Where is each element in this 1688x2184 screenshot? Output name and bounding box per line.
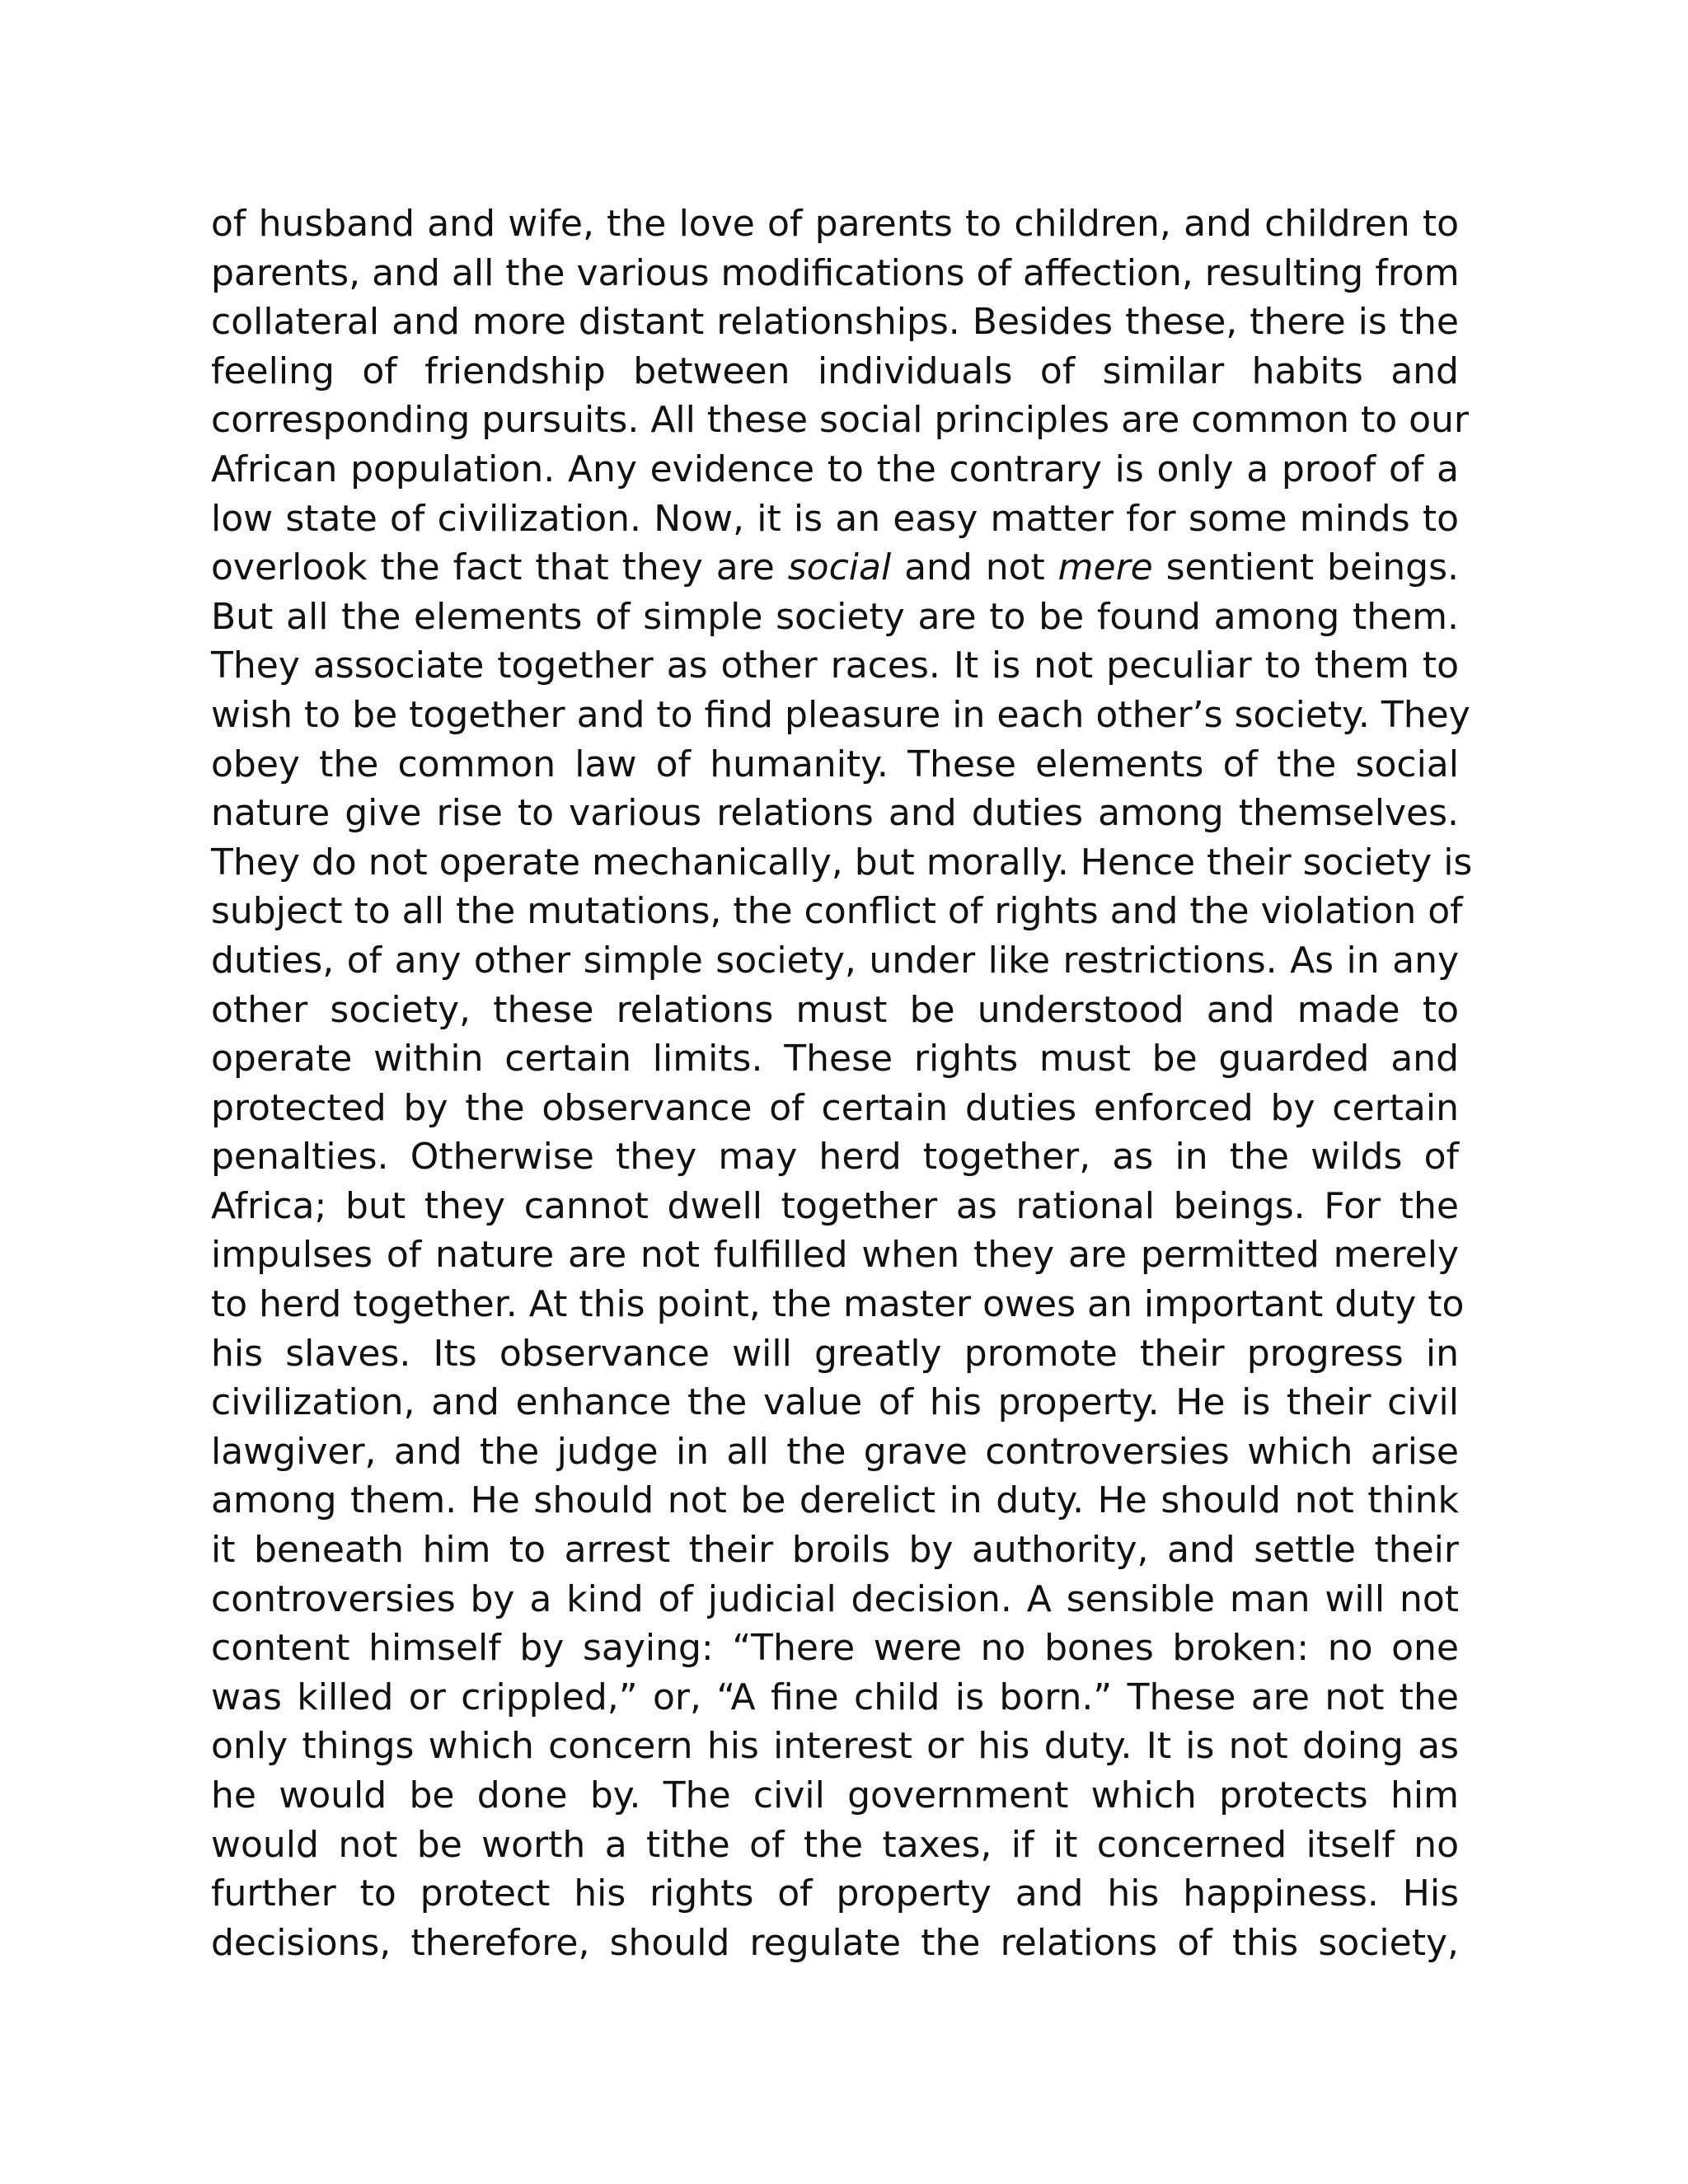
text-line: parents, and all the various modifications of affection, resulting from	[211, 251, 1460, 294]
text-line: duties, of any other simple society, under like restrictions. As in any	[211, 939, 1459, 982]
text-line: African population. Any evidence to the contrary is only a proof of a	[211, 448, 1459, 490]
text-line: They associate together as other races. It is not peculiar to them to	[211, 644, 1459, 687]
text-line: wish to be together and to find pleasure in each other’s society. They	[211, 693, 1470, 736]
text-line: would not be worth a tithe of the taxes, if it concerned itself no	[211, 1823, 1459, 1866]
italic-word-social: social	[787, 546, 892, 589]
text-line: Africa; but they cannot dwell together as rational beings. For the	[211, 1184, 1459, 1227]
text-line: controversies by a kind of judicial decision. A sensible man will not	[211, 1577, 1459, 1620]
italic-word-mere: mere	[1057, 546, 1153, 589]
text-line: operate within certain limits. These rights must be guarded and	[211, 1038, 1459, 1080]
text-line: to herd together. At this point, the master owes an important duty to	[211, 1283, 1465, 1326]
text-line: obey the common law of humanity. These elements of the social	[211, 743, 1459, 785]
text-line: it beneath him to arrest their broils by authority, and settle their	[211, 1529, 1459, 1572]
body-text	[211, 199, 1473, 1967]
text-line: his slaves. Its observance will greatly promote their progress in	[211, 1332, 1459, 1375]
text-line: penalties. Otherwise they may herd together, as in the wilds of	[211, 1136, 1459, 1179]
text-line: was killed or crippled,” or, “A fine child is born.” These are not the	[211, 1675, 1459, 1718]
text-line: corresponding pursuits. All these social principles are common to our	[211, 399, 1469, 442]
text-fragment: overlook the fact that they are	[211, 546, 788, 589]
text-line: only things which concern his interest or his duty. It is not doing as	[211, 1725, 1459, 1768]
text-line: civilization, and enhance the value of his property. He is their civil	[211, 1381, 1459, 1424]
text-fragment: and not	[891, 546, 1058, 589]
text-line: content himself by saying: “There were no bones broken: no one	[211, 1627, 1459, 1670]
text-line: They do not operate mechanically, but morally. Hence their society is	[211, 841, 1473, 883]
text-line: nature give rise to various relations and duties among themselves.	[211, 792, 1459, 835]
text-line: further to protect his rights of property and his happiness. His	[211, 1872, 1459, 1915]
text-line: low state of civilization. Now, it is an easy matter for some minds to	[211, 497, 1459, 540]
text-line: of husband and wife, the love of parents to children, and children to	[211, 203, 1459, 245]
text-fragment: sentient beings.	[1152, 546, 1460, 589]
text-line: protected by the observance of certain duties enforced by certain	[211, 1086, 1459, 1129]
text-line: But all the elements of simple society are to be found among them.	[211, 595, 1459, 638]
text-line: he would be done by. The civil government which protects him	[211, 1774, 1459, 1816]
text-line: among them. He should not be derelict in duty. He should not think	[211, 1479, 1459, 1522]
text-line: lawgiver, and the judge in all the grave controversies which arise	[211, 1430, 1459, 1473]
text-line: collateral and more distant relationships. Besides these, there is the	[211, 301, 1459, 344]
text-line: feeling of friendship between individuals of similar habits and	[211, 349, 1459, 392]
text-line: decisions, therefore, should regulate the relations of this society,	[211, 1921, 1459, 1964]
text-line: other society, these relations must be understood and made to	[211, 988, 1459, 1031]
text-line: subject to all the mutations, the conflict of rights and the violation of	[211, 890, 1463, 933]
text-line-italic	[211, 543, 1459, 593]
text-line: impulses of nature are not fulfilled when they are permitted merely	[211, 1234, 1459, 1277]
